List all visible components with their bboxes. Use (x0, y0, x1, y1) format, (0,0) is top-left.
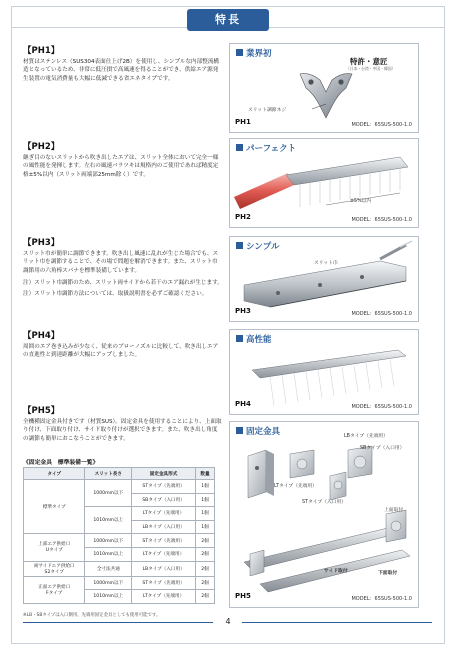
table-row (24, 534, 215, 548)
section-ph2-body: 継ぎ目のないスリットから吹き出したエアは、スリット全体において完全一様の風性能を発揮します。左右の風速バラツキは規格内のご使用であれば精度定格±5%以内（スリット両端部25mm除く）です。 (23, 155, 219, 178)
table-row (24, 576, 215, 590)
card-ph5-label-st: STタイプ（入口用） (302, 500, 347, 505)
card-ph5-label-bottom: 下面取付 (378, 571, 398, 576)
section-ph1-heading: 【PH1】 (23, 46, 60, 56)
card-ph2-code: PH2 (235, 213, 251, 221)
section-ph1 (23, 44, 223, 83)
spec-table-header (24, 468, 215, 480)
card-ph2 (229, 138, 419, 228)
card-ph3-title: シンプル (236, 240, 279, 252)
spec-length: 1010mm以上 (85, 547, 132, 561)
table-row (24, 561, 215, 576)
section-ph5-heading: 【PH5】 (23, 406, 60, 416)
card-ph5-label-top: 上面取付 (384, 508, 404, 513)
spec-bracket-type: LBタイプ（入口用） (132, 561, 196, 576)
slit-width-illustration (230, 237, 418, 321)
spec-length: 1000mm以下 (85, 576, 132, 590)
spec-header-type: タイプ (24, 468, 85, 480)
spec-qty: 2個 (195, 576, 214, 590)
card-ph2-model: MODEL：65SUS-500-1.0 (351, 217, 412, 223)
airflow-performance-illustration (230, 330, 418, 414)
card-ph2-title: パーフェクト (236, 142, 296, 154)
section-ph4-body: 周囲のエア巻き込みが少なく、従来のブローノズルに比較して、吹き出しエアの直進性と到達距離が大幅にアップしました。 (23, 344, 219, 359)
spec-bracket-type: STタイプ（先端用） (132, 480, 196, 494)
section-ph3 (23, 236, 223, 298)
spec-length: 1010mm以上 (85, 507, 132, 534)
card-ph4 (229, 329, 419, 415)
spec-qty: 1個 (195, 480, 214, 494)
section-ph1-body: 材質はステンレス（SUS304表面仕上げ2B）を使用し、シンプルな内部整流構造となっているため、非常に低圧損で高風速を得ることができ、供給エア源発生装置の電気消費量も大幅に低減できる省エネタイプです。 (23, 59, 220, 82)
spec-table-title: 《固定金具 標準装備一覧》 (23, 460, 99, 466)
table-row (24, 480, 215, 494)
card-ph5-title: 固定金具 (236, 425, 280, 437)
spec-group-f: 正面エア供給口 Fタイプ (24, 576, 85, 603)
spec-bracket-type: STタイプ（先端用） (132, 576, 196, 590)
spec-length: 1000mm以下 (85, 534, 132, 548)
footer-rule-right (242, 622, 432, 623)
card-ph1 (229, 43, 419, 133)
spec-qty: 2個 (195, 534, 214, 548)
spec-header-qty: 数量 (195, 468, 214, 480)
spec-bracket-type: STタイプ（先端用） (132, 534, 196, 548)
spec-length: 1010mm以上 (85, 590, 132, 604)
card-ph1-badge: 特許・意匠 (350, 57, 388, 66)
section-ph5-body: 全機種固定金具付きです（材質SUS）。固定金具を使用することにより、上面取り付け、下面取り付け、サイド取り付けが選択できます。また、吹き出し角度の調節も簡単におこなうことができます。 (23, 419, 222, 442)
card-ph1-badge-sub: （日本・台湾・中国・韓国） (346, 66, 396, 71)
card-ph5-code: PH5 (235, 592, 251, 600)
section-ph3-body: スリット巾が簡単に調節できます。吹き出し風速に乱れが生じた場合でも、スリット巾を調節することで、その場で問題を解消できます。また、スリット巾調節用の六角棒スパナを標準装備しています。 (23, 251, 219, 274)
card-ph4-code: PH4 (235, 400, 251, 408)
spec-bracket-type: LTタイプ（先端用） (132, 547, 196, 561)
uniform-airflow-illustration (230, 139, 418, 227)
spec-group-standard: 標準タイプ (24, 480, 85, 534)
spec-qty: 2個 (195, 547, 214, 561)
section-ph4-heading: 【PH4】 (23, 331, 60, 341)
section-ph3-heading: 【PH3】 (23, 238, 60, 248)
card-ph3-model: MODEL：65SUS-500-1.0 (351, 311, 412, 317)
spec-length: 1000mm以下 (85, 480, 132, 507)
spec-length: 全寸法共通 (85, 561, 132, 576)
spec-footnote: ※LB・SBタイプは入口側用、先端用固定金具としても使用可能です。 (23, 613, 161, 618)
section-ph5 (23, 404, 223, 443)
section-ph3-note-1: 注）スリット巾調節のため、スリット両サイドから若干のエア漏れが生じます。 (23, 280, 223, 287)
spec-qty: 1個 (195, 507, 214, 521)
spec-bracket-type: LTタイプ（先端用） (132, 507, 196, 521)
nozzle-end-illustration (230, 44, 418, 132)
page-title: 特長 (187, 9, 269, 31)
card-ph5-label-sb: SBタイプ（入口用） (360, 446, 405, 451)
card-ph3 (229, 236, 419, 322)
card-ph5-label-lb: LBタイプ（先端用） (344, 434, 389, 439)
spec-group-s2: 両サイドエア供給口 S2タイプ (24, 561, 85, 576)
spec-qty: 2個 (195, 590, 214, 604)
footer-rule-left (23, 622, 213, 623)
card-ph5 (229, 421, 419, 608)
card-ph5-model: MODEL：65SUS-500-1.0 (351, 596, 412, 602)
section-ph3-note-2: 注）スリット巾調節方法については、取扱説明書を必ずご確認ください。 (23, 290, 208, 297)
spec-header-length: スリット長さ (85, 468, 132, 480)
card-ph4-model: MODEL：65SUS-500-1.0 (351, 404, 412, 410)
spec-bracket-type: LBタイプ（入口用） (132, 520, 196, 534)
spec-table (23, 467, 215, 604)
spec-qty: 2個 (195, 561, 214, 576)
spec-bracket-type: SBタイプ（入口用） (132, 493, 196, 507)
card-ph5-label-side: サイド取付 (324, 569, 348, 574)
card-ph5-label-lt: LTタイプ（先端用） (274, 484, 318, 489)
card-ph1-label: スリット調節ネジ (248, 108, 287, 113)
page-number: 4 (225, 617, 231, 626)
section-ph2-heading: 【PH2】 (23, 142, 60, 152)
spec-qty: 1個 (195, 520, 214, 534)
card-ph1-title: 業界初 (236, 47, 272, 59)
spec-qty: 1個 (195, 493, 214, 507)
spec-group-u: 上部エア供給口 Uタイプ (24, 534, 85, 561)
card-ph4-title: 高性能 (236, 333, 272, 345)
card-ph1-code: PH1 (235, 118, 251, 126)
card-ph3-label: スリット巾 (314, 261, 338, 266)
card-ph2-label: ±5%以内 (350, 199, 372, 204)
spec-bracket-type: LTタイプ（先端用） (132, 590, 196, 604)
card-ph3-code: PH3 (235, 307, 251, 315)
section-ph2 (23, 140, 223, 179)
section-ph4 (23, 329, 223, 360)
card-ph1-model: MODEL：65SUS-500-1.0 (351, 122, 412, 128)
spec-header-bracket: 固定金具形式 (132, 468, 196, 480)
